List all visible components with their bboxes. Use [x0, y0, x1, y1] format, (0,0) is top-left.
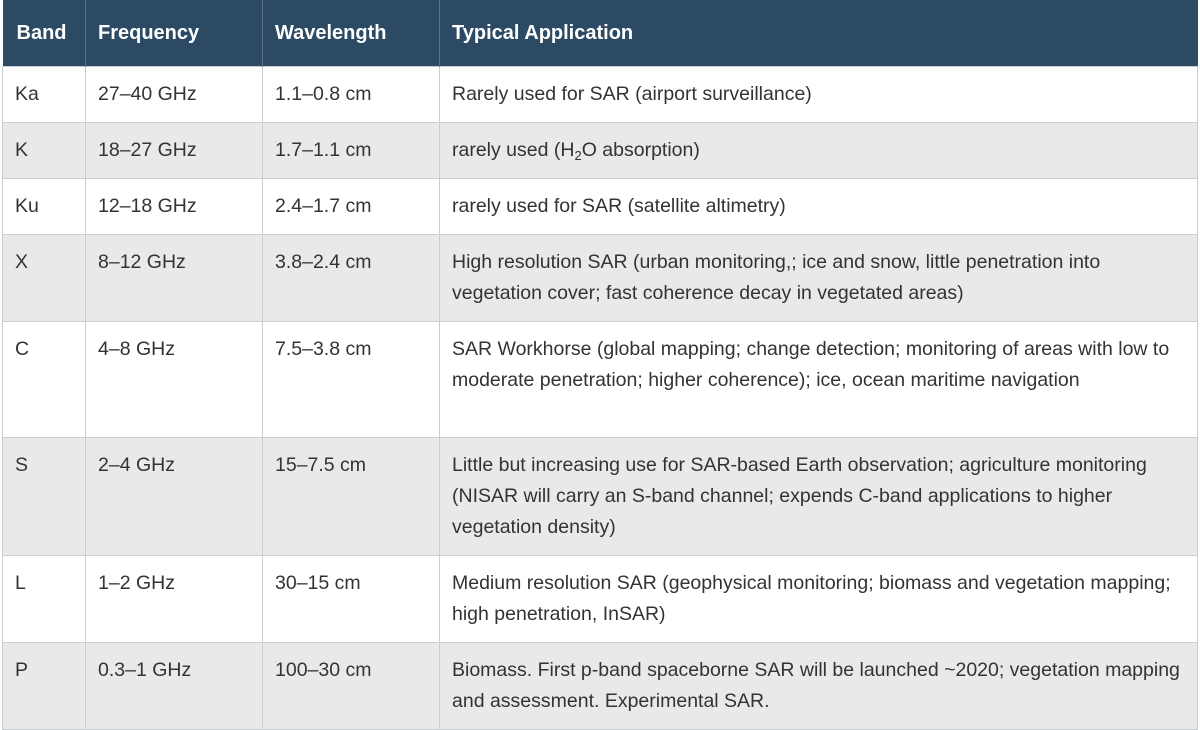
cell-application: rarely used for SAR (satellite altimetry)	[440, 179, 1198, 235]
cell-application: SAR Workhorse (global mapping; change detection; monitoring of areas with low to moderate penetration; higher coherence); ice, ocean maritime navigation	[440, 322, 1198, 438]
table-row	[3, 123, 1198, 179]
table-row	[3, 67, 1198, 123]
cell-wavelength: 1.7–1.1 cm	[263, 123, 440, 179]
cell-application: Biomass. First p-band spaceborne SAR will be launched ~2020; vegetation mapping and assessment. Experimental SAR.	[440, 643, 1198, 730]
cell-band: C	[3, 322, 86, 438]
header-application: Typical Application	[440, 0, 1198, 67]
sar-bands-table	[2, 0, 1198, 730]
cell-wavelength: 7.5–3.8 cm	[263, 322, 440, 438]
header-frequency: Frequency	[86, 0, 263, 67]
cell-application: High resolution SAR (urban monitoring,; ice and snow, little penetration into vegetation cover; fast coherence decay in vegetated areas)	[440, 235, 1198, 322]
table-row	[3, 235, 1198, 322]
cell-frequency: 8–12 GHz	[86, 235, 263, 322]
cell-wavelength: 15–7.5 cm	[263, 438, 440, 556]
cell-band: Ku	[3, 179, 86, 235]
cell-band: X	[3, 235, 86, 322]
cell-band: K	[3, 123, 86, 179]
application-text-post: O absorption)	[581, 139, 700, 161]
header-band: Band	[3, 0, 86, 67]
subscript-two: 2	[574, 148, 582, 163]
cell-application: Little but increasing use for SAR-based Earth observation; agriculture monitoring (NISAR will carry an S-band channel; expends C-band applications to higher vegetation density)	[440, 438, 1198, 556]
table-header-row	[3, 0, 1198, 67]
cell-frequency: 2–4 GHz	[86, 438, 263, 556]
cell-frequency: 18–27 GHz	[86, 123, 263, 179]
cell-band: S	[3, 438, 86, 556]
cell-band: P	[3, 643, 86, 730]
cell-frequency: 4–8 GHz	[86, 322, 263, 438]
cell-frequency: 0.3–1 GHz	[86, 643, 263, 730]
table-row	[3, 322, 1198, 438]
cell-band: L	[3, 556, 86, 643]
table-row	[3, 556, 1198, 643]
cell-band: Ka	[3, 67, 86, 123]
application-text-pre: rarely used (H	[452, 139, 575, 161]
cell-frequency: 12–18 GHz	[86, 179, 263, 235]
cell-wavelength: 2.4–1.7 cm	[263, 179, 440, 235]
cell-application: Rarely used for SAR (airport surveillance)	[440, 67, 1198, 123]
cell-wavelength: 30–15 cm	[263, 556, 440, 643]
cell-application	[440, 123, 1198, 179]
table-row	[3, 438, 1198, 556]
cell-wavelength: 1.1–0.8 cm	[263, 67, 440, 123]
cell-wavelength: 100–30 cm	[263, 643, 440, 730]
header-wavelength: Wavelength	[263, 0, 440, 67]
cell-frequency: 1–2 GHz	[86, 556, 263, 643]
cell-wavelength: 3.8–2.4 cm	[263, 235, 440, 322]
table-row	[3, 643, 1198, 730]
cell-frequency: 27–40 GHz	[86, 67, 263, 123]
cell-application: Medium resolution SAR (geophysical monitoring; biomass and vegetation mapping; high penetration, InSAR)	[440, 556, 1198, 643]
table-row	[3, 179, 1198, 235]
